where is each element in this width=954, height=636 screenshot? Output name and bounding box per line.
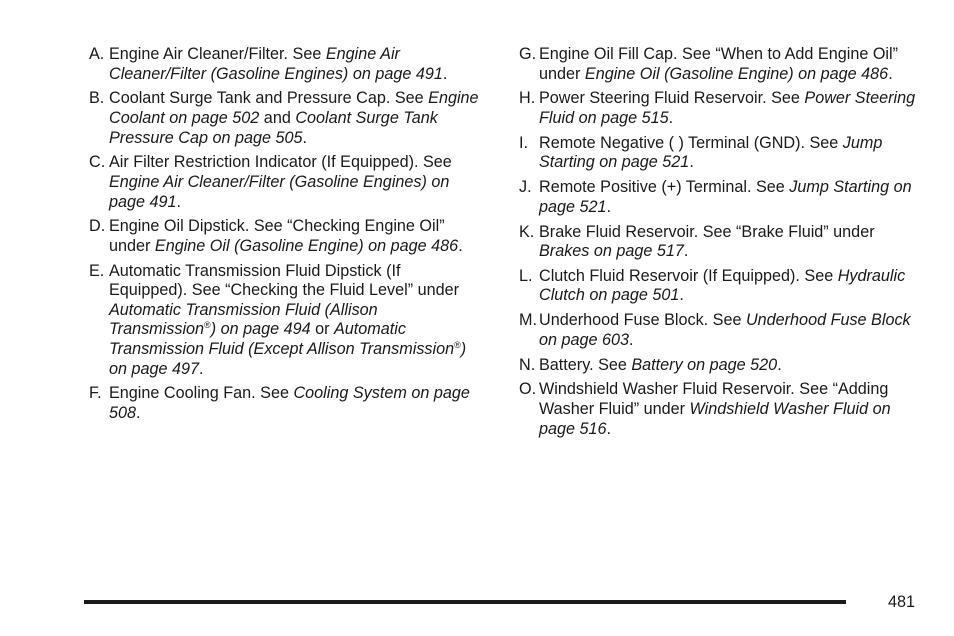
item-text [109, 45, 480, 84]
item-text-part: . [176, 192, 182, 211]
page-reference: Cooling System on page 508 [109, 384, 470, 423]
list-item [510, 134, 920, 173]
page-reference: Hydraulic Clutch on page 501 [539, 266, 906, 305]
item-letter: H. [519, 89, 536, 108]
item-letter: D. [89, 217, 106, 236]
item-letter: B. [89, 89, 105, 108]
item-text-part: Power Steering Fluid Reservoir. See [539, 89, 805, 108]
page-reference: Engine Oil (Gasoline Engine) on page 486 [154, 236, 459, 255]
list-item [510, 45, 920, 84]
item-text [539, 45, 920, 84]
item-letter: O. [519, 380, 537, 399]
item-text [109, 217, 480, 256]
page-number: 481 [888, 593, 916, 611]
page-reference: ) on page 494 [210, 320, 311, 339]
item-text-part: . [689, 153, 694, 172]
item-text [539, 311, 920, 350]
page-reference: Engine Air Cleaner/Filter (Gasoline Engines) on page 491 [109, 45, 443, 83]
page-reference: Automatic Transmission Fluid (Allison Transmission [109, 300, 378, 339]
item-text-part: . [442, 64, 448, 83]
item-text-part: . [888, 64, 893, 83]
item-letter: G. [519, 45, 537, 63]
item-text [109, 89, 480, 148]
item-text-part: . [679, 286, 684, 305]
item-text-part: Remote Positive (+) Terminal. See [539, 178, 790, 197]
item-text-part: . [668, 108, 674, 127]
item-letter: L. [519, 266, 533, 285]
item-text [109, 262, 480, 380]
item-letter: C. [89, 153, 106, 172]
item-letter: A. [89, 45, 105, 63]
item-text-part: Engine Oil Dipstick. See “Checking Engine Oil” under [109, 217, 445, 255]
right-column [510, 45, 920, 444]
item-text-part: . [199, 359, 204, 378]
item-letter: I. [519, 133, 528, 152]
page-reference: Coolant Surge Tank Pressure Cap on page 505 [109, 108, 438, 147]
item-text [539, 223, 920, 262]
item-letter: F. [89, 384, 102, 403]
item-text [539, 89, 920, 128]
item-text [109, 153, 480, 212]
item-text-part: Engine Cooling Fan. See [109, 384, 294, 403]
item-text-part: Battery. See [539, 355, 632, 374]
page-reference: Jump Starting on page 521 [539, 133, 883, 172]
item-text-part: . [606, 197, 612, 216]
item-letter: N. [519, 355, 536, 374]
item-text-part: . [683, 242, 689, 261]
page-reference: Automatic Transmission Fluid (Except Allison Transmission [109, 320, 455, 359]
page-reference: Windshield Washer Fluid on page 516 [539, 400, 891, 438]
list-item [510, 380, 920, 439]
item-text-part: . [302, 128, 307, 147]
page-reference: Engine Oil (Gasoline Engine) on page 486 [584, 64, 889, 83]
list-item [80, 45, 480, 84]
footer-rule [84, 600, 846, 604]
item-text-part: Remote Negative ( ) Terminal (GND). See [539, 133, 843, 152]
page-reference: Battery on page 520 [631, 355, 778, 374]
list-item [80, 153, 480, 212]
item-text-part: Engine Oil Fill Cap. See “When to Add Engine Oil” under [539, 45, 899, 83]
item-text [539, 267, 920, 306]
page-reference: Brakes on page 517 [539, 242, 684, 261]
list-item [510, 178, 920, 217]
list-item [80, 262, 480, 380]
page-reference: Engine Coolant on page 502 [109, 89, 479, 127]
list-item [510, 311, 920, 350]
left-column [80, 45, 480, 429]
list-item [510, 267, 920, 306]
item-text [539, 380, 920, 439]
item-letter: E. [89, 261, 105, 280]
item-text-part: . [458, 236, 463, 255]
item-text [539, 356, 920, 376]
item-text [539, 178, 920, 217]
item-letter: J. [519, 178, 532, 197]
item-text-part: . [606, 419, 612, 438]
list-item [80, 89, 480, 148]
page-reference: Engine Air Cleaner/Filter (Gasoline Engines) on page 491 [109, 172, 450, 211]
page-reference: ) on page 497 [109, 340, 467, 378]
item-text-part: . [629, 330, 634, 349]
item-text-part: . [136, 404, 141, 423]
item-text-part: . [777, 355, 782, 374]
list-item [510, 89, 920, 128]
item-text-part: Automatic Transmission Fluid Dipstick (If Equipped). See “Checking the Fluid Level” under [109, 261, 460, 300]
item-letter: M. [519, 311, 537, 330]
list-item [80, 384, 480, 423]
page-reference: Underhood Fuse Block on page 603 [539, 311, 911, 349]
list-item [80, 217, 480, 256]
item-text-part: Air Filter Restriction Indicator (If Equipped). See [109, 153, 452, 172]
item-text-part: and [259, 108, 296, 127]
item-text-part: or [310, 320, 334, 339]
item-text [539, 134, 920, 173]
page-reference: Jump Starting on page 521 [539, 178, 912, 216]
list-item [510, 356, 920, 376]
item-text-part: Engine Air Cleaner/Filter. See [109, 45, 326, 63]
item-text [109, 384, 480, 423]
item-text-part: Clutch Fluid Reservoir (If Equipped). See [539, 266, 838, 285]
registered-mark: ® [454, 340, 461, 351]
item-letter: K. [519, 222, 535, 241]
item-text-part: Brake Fluid Reservoir. See “Brake Fluid” under [539, 222, 875, 241]
item-text-part: Underhood Fuse Block. See [539, 311, 746, 330]
list-item [510, 223, 920, 262]
registered-mark: ® [204, 320, 211, 331]
page-reference: Power Steering Fluid on page 515 [539, 89, 916, 127]
item-text-part: Windshield Washer Fluid Reservoir. See “Adding Washer Fluid” under [539, 380, 889, 418]
item-text-part: Coolant Surge Tank and Pressure Cap. See [109, 89, 429, 108]
